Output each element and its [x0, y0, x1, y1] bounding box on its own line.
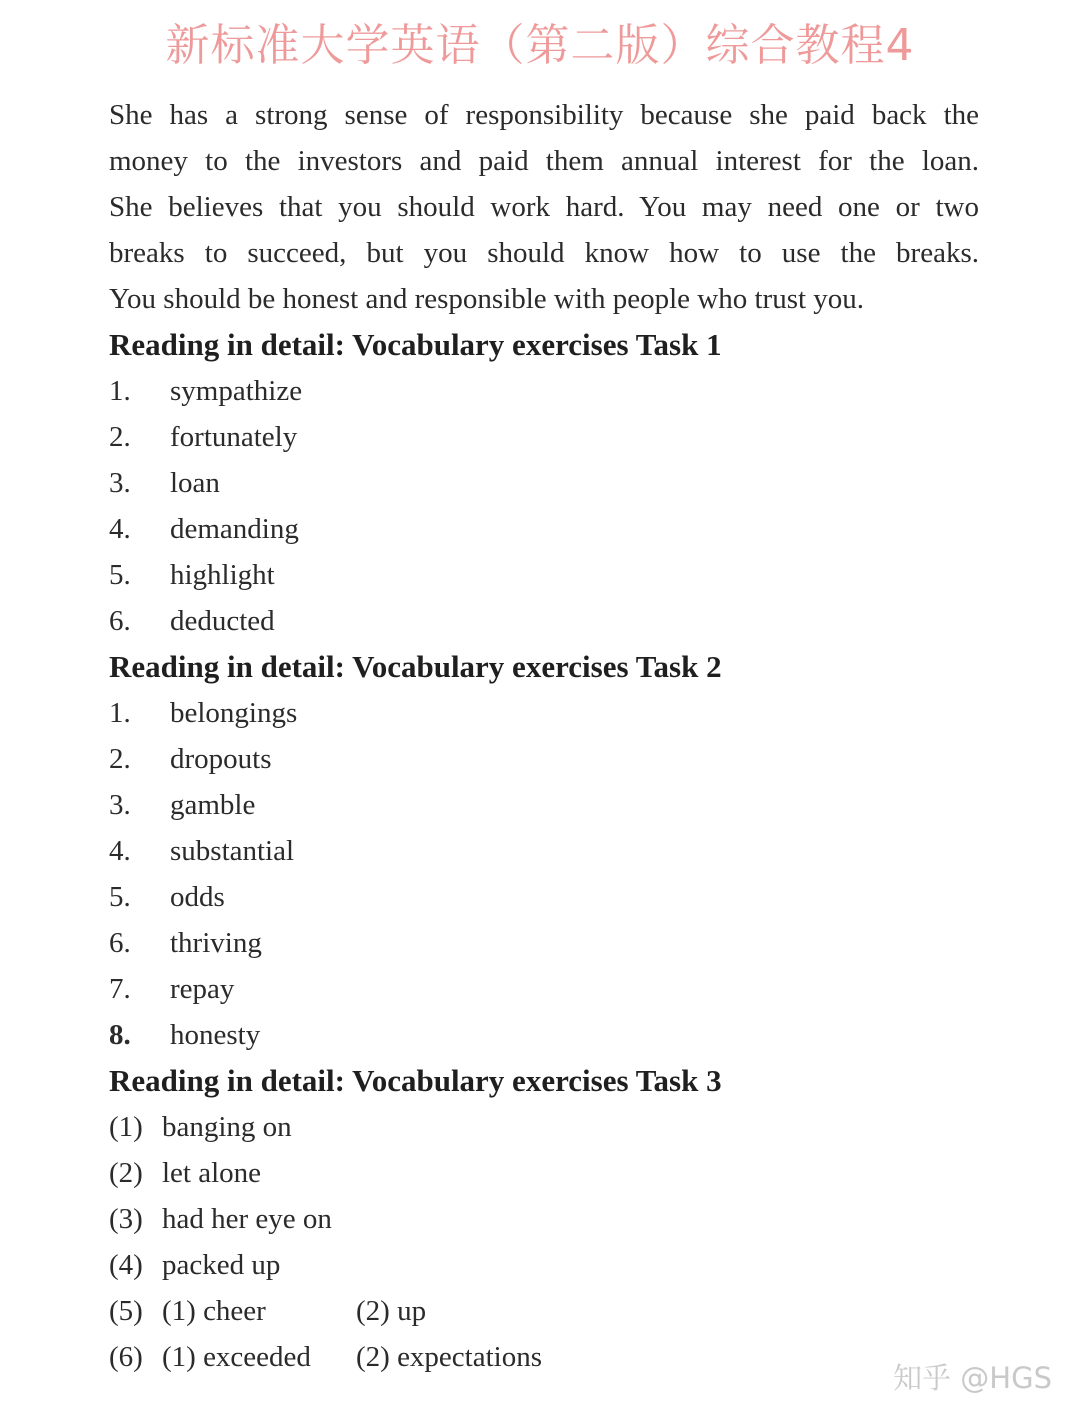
item-number: 4.	[109, 835, 131, 867]
item-number: 8.	[109, 1019, 131, 1051]
item-text: highlight	[170, 559, 275, 591]
item-text: sympathize	[170, 375, 303, 407]
list-item	[109, 598, 979, 644]
list-item	[109, 552, 979, 598]
item-number: (4)	[109, 1249, 143, 1281]
list-item	[109, 966, 979, 1012]
task2-heading: Reading in detail: Vocabulary exercises Task 2	[109, 649, 722, 684]
item-text: substantial	[170, 835, 295, 867]
item-number: 3.	[109, 467, 131, 499]
item-text: fortunately	[170, 421, 298, 453]
item-number: (2)	[109, 1157, 143, 1189]
list-item	[109, 690, 979, 736]
item-text: odds	[170, 881, 225, 913]
item-number: 6.	[109, 927, 131, 959]
list-item	[109, 1104, 979, 1150]
list-item	[109, 1012, 979, 1058]
list-item	[109, 1150, 979, 1196]
item-number: (6)	[109, 1341, 143, 1373]
item-number: 6.	[109, 605, 131, 637]
item-number: 2.	[109, 421, 131, 453]
list-item	[109, 414, 979, 460]
item-number: 1.	[109, 697, 131, 729]
paragraph-line: She believes that you should work hard. You may need one or two	[109, 191, 979, 223]
task3-heading: Reading in detail: Vocabulary exercises Task 3	[109, 1063, 722, 1098]
page-header-title: 新标准大学英语（第二版）综合教程4	[165, 20, 915, 71]
item-number: 7.	[109, 973, 131, 1005]
item-number: (5)	[109, 1295, 143, 1327]
item-number: 3.	[109, 789, 131, 821]
list-item	[109, 368, 979, 414]
zhihu-watermark: 知乎 @HGS	[893, 1361, 1052, 1395]
item-text: honesty	[170, 1019, 261, 1051]
item-sub-answer-2: (2) up	[356, 1295, 427, 1327]
paragraph-line: money to the investors and paid them annual interest for the loan.	[109, 145, 979, 177]
list-item	[109, 1242, 979, 1288]
list-item	[109, 1196, 979, 1242]
paragraph-line: She has a strong sense of responsibility because she paid back the	[109, 99, 979, 131]
list-item	[109, 920, 979, 966]
item-text: dropouts	[170, 743, 272, 775]
item-text: banging on	[162, 1111, 292, 1143]
list-item	[109, 874, 979, 920]
item-number: (1)	[109, 1111, 143, 1143]
item-sub-answer-1: (1) exceeded	[162, 1341, 311, 1373]
item-text: packed up	[162, 1249, 281, 1281]
item-text: demanding	[170, 513, 299, 545]
list-item	[109, 460, 979, 506]
paragraph-line: breaks to succeed, but you should know how to use the breaks.	[109, 237, 979, 269]
item-text: let alone	[162, 1157, 262, 1189]
item-number: 4.	[109, 513, 131, 545]
item-sub-answer-1: (1) cheer	[162, 1295, 266, 1327]
item-number: 1.	[109, 375, 131, 407]
item-number: (3)	[109, 1203, 143, 1235]
item-text: repay	[170, 973, 235, 1005]
list-item	[109, 782, 979, 828]
list-item	[109, 1334, 979, 1380]
list-item	[109, 1288, 979, 1334]
item-text: thriving	[170, 927, 262, 959]
item-number: 5.	[109, 881, 131, 913]
item-text: belongings	[170, 697, 298, 729]
summary-paragraph	[109, 92, 979, 322]
item-sub-answer-2: (2) expectations	[356, 1341, 543, 1373]
answer-content	[109, 92, 979, 1380]
list-item	[109, 828, 979, 874]
item-text: deducted	[170, 605, 275, 637]
item-number: 5.	[109, 559, 131, 591]
item-text: loan	[170, 467, 220, 499]
item-text: gamble	[170, 789, 256, 821]
list-item	[109, 736, 979, 782]
paragraph-line: You should be honest and responsible with people who trust you.	[109, 283, 865, 315]
list-item	[109, 506, 979, 552]
task1-heading: Reading in detail: Vocabulary exercises Task 1	[109, 327, 722, 362]
item-number: 2.	[109, 743, 131, 775]
item-text: had her eye on	[162, 1203, 332, 1235]
